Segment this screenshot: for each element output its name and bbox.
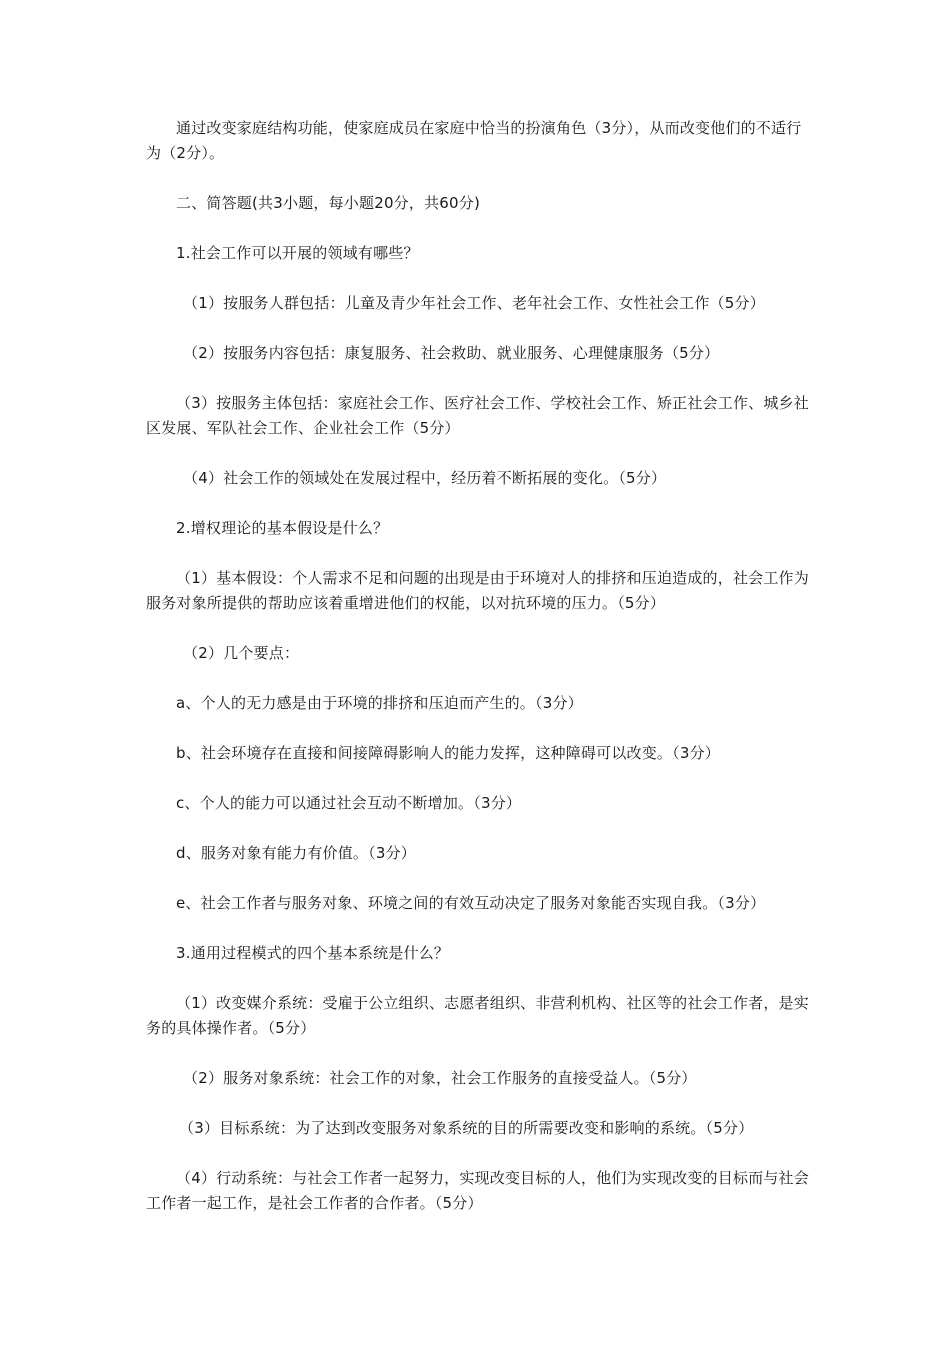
- q2-point-b: b、社会环境存在直接和间接障碍影响人的能力发挥，这种障碍可以改变。（3分）: [176, 744, 720, 762]
- question-1-title: 1.社会工作可以开展的领域有哪些？: [176, 244, 419, 262]
- section-heading-short-answer: 二、简答题(共3小题，每小题20分，共60分): [176, 194, 481, 212]
- paragraph-intro: 通过改变家庭结构功能，使家庭成员在家庭中恰当的扮演角色（3分），从而改变他们的不适行为（2分）。: [146, 119, 802, 162]
- question-2-title: 2.增权理论的基本假设是什么？: [176, 519, 389, 537]
- q3-answer-3: （3）目标系统：为了达到改变服务对象系统的目的所需要改变和影响的系统。（5分）: [179, 1119, 754, 1137]
- q3-answer-4: （4）行动系统：与社会工作者一起努力，实现改变目标的人，他们为实现改变的目标而与社会工作者一起工作，是社会工作者的合作者。（5分）: [146, 1169, 809, 1212]
- q3-answer-1: （1）改变媒介系统：受雇于公立组织、志愿者组织、非营利机构、社区等的社会工作者，是实务的具体操作者。（5分）: [146, 994, 809, 1037]
- q2-answer-2: （2）几个要点：: [183, 644, 300, 662]
- question-3-title: 3.通用过程模式的四个基本系统是什么？: [176, 944, 450, 962]
- q2-point-d: d、服务对象有能力有价值。（3分）: [176, 844, 416, 862]
- q2-point-e: e、社会工作者与服务对象、环境之间的有效互动决定了服务对象能否实现自我。（3分）: [176, 894, 766, 912]
- q1-answer-3: （3）按服务主体包括：家庭社会工作、医疗社会工作、学校社会工作、矫正社会工作、城乡社区发展、军队社会工作、企业社会工作（5分）: [146, 394, 809, 437]
- q2-point-c: c、个人的能力可以通过社会互动不断增加。（3分）: [176, 794, 522, 812]
- q2-answer-1: （1）基本假设：个人需求不足和问题的出现是由于环境对人的排挤和压迫造成的，社会工作为服务对象所提供的帮助应该着重增进他们的权能，以对抗环境的压力。（5分）: [146, 569, 809, 612]
- q1-answer-4: （4）社会工作的领域处在发展过程中，经历着不断拓展的变化。（5分）: [183, 469, 667, 487]
- q1-answer-1: （1）按服务人群包括：儿童及青少年社会工作、老年社会工作、女性社会工作（5分）: [183, 294, 765, 312]
- q3-answer-2: （2）服务对象系统：社会工作的对象，社会工作服务的直接受益人。（5分）: [183, 1069, 697, 1087]
- q2-point-a: a、个人的无力感是由于环境的排挤和压迫而产生的。（3分）: [176, 694, 583, 712]
- q1-answer-2: （2）按服务内容包括：康复服务、社会救助、就业服务、心理健康服务（5分）: [183, 344, 720, 362]
